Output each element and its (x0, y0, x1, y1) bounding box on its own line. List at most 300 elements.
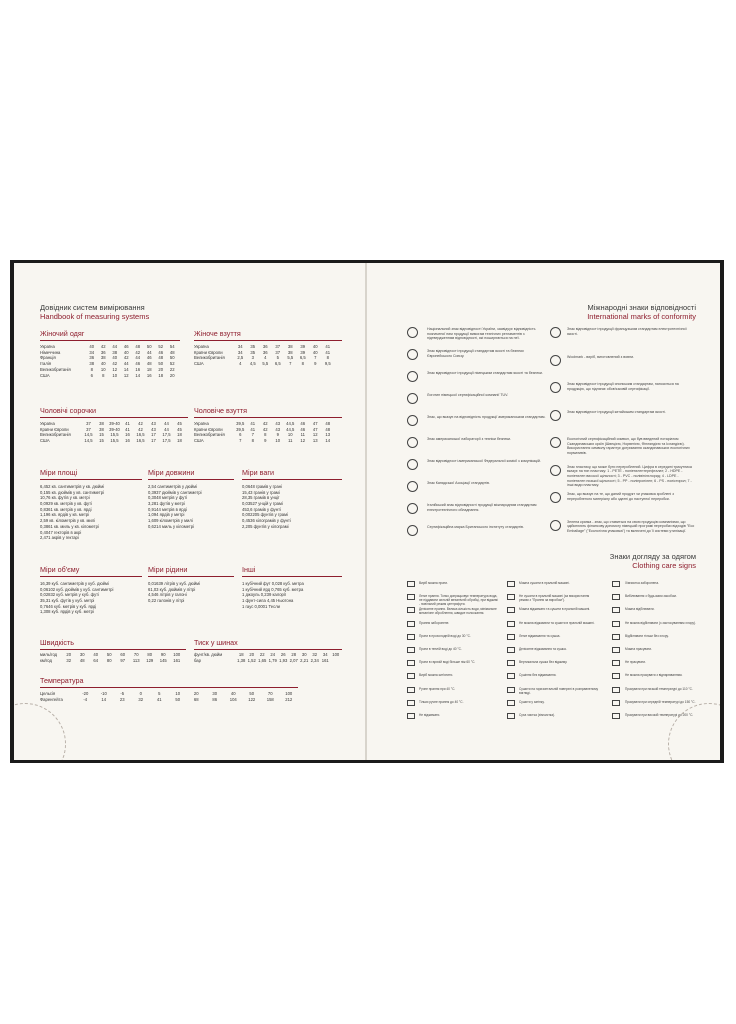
table-cell: 18 (238, 652, 244, 657)
care-description: Делікатне прання. Велика кількість води, мінімальне механічне оброблення, швидке полоскання. (419, 607, 497, 616)
care-description: Не можна віджимати та сушити в пральній машині. (519, 620, 595, 625)
care-description: Делікатне віджимання та сушка. (519, 647, 567, 651)
table-cell: 37 (275, 344, 281, 349)
table-cell: 39-40 (109, 421, 120, 426)
care-symbol-icon (612, 594, 620, 600)
row-label: США (194, 438, 204, 444)
table-cell: 20 (66, 652, 72, 657)
table-cell: 8 (102, 372, 105, 378)
mark-description: Знак, що вказує на відповідність продукції американським стандартам. (427, 415, 546, 419)
table-cell: 42 (112, 361, 118, 367)
care-symbol-icon (407, 621, 415, 627)
row-label: Цельсія (40, 691, 56, 696)
list-item: 1 кубічний ярд 0,765 куб. метра (242, 586, 304, 592)
table-cell: 70 (133, 652, 139, 657)
row-label: Україна (40, 421, 55, 426)
table-cell: 15 (99, 438, 104, 444)
care-description: Можна відбілювати. (625, 607, 655, 612)
pressure-title: Тиск у шинах (194, 638, 238, 647)
table-cell: 36 (262, 349, 268, 355)
table-cell: 50 (175, 696, 181, 702)
care-symbol-icon (612, 634, 620, 640)
table-cell: 8 (326, 355, 329, 361)
care-description: Не можна прасувати з відпарюванням. (625, 673, 683, 678)
table-cell: 15,5 (110, 438, 119, 444)
open-notebook (10, 260, 724, 763)
care-description: Прати в теплій воді до 40 °C. (419, 647, 462, 651)
weight-list (242, 484, 291, 530)
table-cell: 17 (151, 438, 156, 444)
table-cell: 14 (135, 372, 141, 378)
table-cell: 36 (100, 349, 106, 355)
table-cell: 32 (312, 652, 318, 657)
table-cell: 6,5 (274, 361, 281, 367)
mark-description: Екологічний сертифікаційний символ, що був введений нотаріатом Скандинавських країн (Швецією, Норвегією, Фінляндією та Ісландією). Використання символу гарантує дотримання скандинавських екологічних нормативів. (567, 437, 690, 456)
ccc-mark-icon (550, 410, 561, 421)
care-symbol-icon (507, 673, 515, 679)
row-label: Великобританія (40, 432, 71, 438)
row-label: Великобританія (194, 355, 225, 361)
table-row (194, 438, 334, 444)
list-item: 0,03527 унцій у грамі (242, 501, 283, 507)
table-cell: 37 (86, 421, 91, 426)
table-cell: 38 (99, 426, 104, 432)
mobius-loop-icon (550, 492, 561, 503)
table-cell: 100 (285, 691, 293, 696)
table-cell: 34 (322, 652, 328, 657)
table-cell: 1,93 (279, 657, 288, 663)
table-cell: 8 (301, 361, 304, 367)
volume-list (40, 581, 113, 615)
table-cell: 24 (270, 652, 276, 657)
mark-description: Національний знак відповідності України, засвідчує відповідність позначеної ним продукції вимогам технічних регламентів з підтвердженням відповідності, які поширюються на неї. (427, 327, 536, 341)
table-cell: 14 (101, 696, 107, 702)
care-symbol-icon (407, 713, 415, 719)
table-cell: 48 (135, 344, 141, 349)
table-cell: 42 (123, 355, 129, 361)
table-cell: 6 (239, 432, 242, 438)
table-cell: 12 (312, 432, 318, 438)
ua-mark-icon (407, 327, 418, 338)
table-row (194, 658, 341, 664)
table-cell: -5 (120, 691, 125, 696)
list-item: 0,4536 кілограмів у фунті (242, 518, 291, 524)
mark-description: Знак відповідності продукції китайським стандартам якості. (567, 409, 666, 414)
care-symbol-icon (612, 647, 620, 653)
list-item: 1,308 куб. ярдів у куб. метрі (40, 609, 94, 615)
table-cell: 86 (212, 696, 218, 702)
care-description: Тільки ручне прання до 40 °C. (419, 699, 464, 704)
table-cell: 60 (120, 652, 126, 657)
care-symbol-icon (407, 687, 415, 693)
table-cell: 41 (125, 426, 130, 432)
left-title-ua: Довідник систем вимірювання (40, 303, 145, 312)
row-label: миль/год (40, 652, 58, 657)
mark-description: Знак відповідності продукції японським стандартам, наноситься на продукцію, що підлягає обов'язковій сертифікації. (567, 382, 679, 391)
table-cell: 30 (79, 652, 85, 657)
table-cell: 100 (173, 652, 181, 657)
table-row (194, 361, 334, 367)
table-cell: 2,07 (289, 657, 298, 663)
table-cell: 39-40 (109, 426, 120, 432)
table-cell: 30 (301, 652, 307, 657)
right-title-en: International marks of conformity (587, 312, 696, 321)
row-label: США (40, 438, 50, 444)
table-cell: 9 (264, 438, 267, 444)
table-cell: 14 (123, 366, 129, 372)
table-cell: 70 (267, 691, 273, 696)
care-description: Прати в гарячій воді більше ніж 60 °C. (419, 660, 476, 665)
table-cell: 12 (300, 438, 306, 444)
table-cell: 40 (93, 652, 99, 657)
table-cell: 39,5 (236, 426, 245, 432)
table-cell: 9,5 (324, 361, 331, 367)
care-symbol-icon (507, 713, 515, 719)
table-cell: 38 (287, 344, 293, 349)
table-cell: 42 (262, 421, 268, 426)
table-row (40, 697, 298, 703)
row-label: Великобританія (194, 432, 225, 438)
table-cell: 5,5 (287, 355, 294, 361)
table-cell: 44 (112, 344, 118, 349)
care-symbol-icon (507, 647, 515, 653)
table-cell: 4 (264, 355, 267, 361)
womens-clothing-table (40, 344, 178, 378)
list-item: 0,0929 кв. метрів у кв. футі (40, 501, 92, 507)
table-cell: 34 (237, 349, 243, 355)
table-cell: 161 (173, 657, 181, 663)
speed-title: Швидкість (40, 638, 74, 647)
list-item: 6,452 кв. сантиметрів у кв. дюймі (40, 484, 105, 489)
table-cell: 46 (146, 355, 152, 361)
table-cell: 37 (275, 349, 281, 355)
table-cell: 47 (312, 426, 318, 432)
row-label: Україна (40, 344, 55, 349)
care-description: Сушіння без віджимання. (519, 673, 557, 678)
tuv-mark-icon (407, 393, 418, 404)
table-cell: 68 (193, 696, 199, 702)
care-symbol-icon (507, 687, 515, 693)
table-cell: 0 (139, 691, 142, 696)
area-title: Міри площі (40, 468, 78, 477)
table-cell: 50 (146, 344, 152, 349)
row-label: Країни Європи (40, 426, 69, 432)
list-item: 0,3048 метрів у футі (148, 495, 188, 501)
care-symbol-icon (407, 673, 415, 679)
table-cell: 42 (138, 426, 143, 432)
table-cell: 26 (280, 652, 286, 657)
table-cell: 36 (89, 355, 95, 361)
table-cell: 15,5 (110, 432, 119, 438)
table-cell: 50 (249, 691, 255, 696)
table-cell: 32 (138, 696, 144, 702)
row-label: Країни Європи (194, 426, 223, 432)
care-symbol-icon (612, 713, 620, 719)
volume-title: Міри об'єму (40, 565, 80, 574)
liquid-list (148, 581, 200, 604)
womens-clothing-title: Жіночий одяг (40, 329, 85, 338)
list-item: 0,155 кв. дюймів у кв. сантиметрі (40, 489, 105, 495)
table-cell: 40 (112, 355, 118, 361)
table-cell: 43 (151, 421, 156, 426)
care-symbol-icon (612, 581, 620, 587)
table-cell: 13 (325, 432, 331, 438)
womens-shoes-title: Жіноче взуття (194, 329, 241, 338)
table-cell: 50 (106, 652, 112, 657)
imq-mark-icon (407, 503, 418, 514)
table-cell: 1,65 (258, 657, 267, 663)
row-label: км/год (40, 657, 52, 663)
corner-guide (14, 703, 66, 760)
table-cell: 18 (177, 432, 182, 438)
table-cell: 43 (275, 426, 281, 432)
care-symbol-icon (407, 634, 415, 640)
list-item: 0,4047 гекторів в акрі (40, 529, 82, 535)
table-cell: 42 (262, 426, 268, 432)
table-cell: 48 (158, 355, 164, 361)
table-cell: 46 (135, 361, 141, 367)
table-cell: 46 (158, 349, 164, 355)
care-symbol-icon (407, 647, 415, 653)
right-title-ua: Міжнародні знаки відповідності (587, 303, 696, 312)
table-cell: 17,5 (162, 438, 171, 444)
table-cell: 18 (177, 438, 182, 444)
list-item: 0,22 галонів у літрі (148, 598, 185, 604)
table-cell: 44 (135, 355, 141, 361)
table-cell: 38 (89, 361, 95, 367)
table-cell: 50 (169, 355, 175, 361)
right-title (587, 303, 696, 321)
nf-mark-icon (550, 327, 561, 338)
table-cell: 30 (212, 691, 218, 696)
woolmark-icon (550, 355, 561, 366)
row-label: Франція (40, 355, 56, 361)
table-cell: 42 (135, 349, 141, 355)
care-symbol-icon (507, 607, 515, 613)
care-description: Хімчистка заборонена. (625, 581, 659, 585)
table-cell: 17,5 (162, 432, 171, 438)
table-cell: 42 (138, 421, 143, 426)
table-cell: 47 (312, 421, 318, 426)
table-cell: 40 (123, 349, 129, 355)
care-description: Вибілювання з будь-яким засобом. (625, 594, 677, 599)
table-cell: 38 (100, 355, 106, 361)
care-symbol-icon (507, 660, 515, 666)
row-label: Великобританія (40, 366, 71, 372)
gs-mark-icon (407, 371, 418, 382)
table-cell: 15 (99, 432, 104, 438)
list-item: 3,281 футів у метрі (148, 501, 185, 507)
liquid-title: Міри рідини (148, 565, 188, 574)
table-cell: 16,5 (136, 432, 145, 438)
row-label: Україна (194, 344, 209, 349)
list-item: 1 гаус 0,0001 Тесли (242, 603, 281, 609)
care-description: Не можна відбілювати (з застосуванням хлору). (625, 620, 696, 625)
table-cell: 46 (300, 426, 306, 432)
table-cell: 44,5 (286, 426, 295, 432)
corner-guide-right (668, 703, 720, 760)
list-item: 0,002205 фунтів у грамі (242, 512, 288, 518)
care-description: Прасувати при високій температурі до 200 °C. (625, 713, 694, 717)
mark-description: Знак пластику, що може бути перероблений. Цифра в середині трикутника вказує на тип пластику: 1 - PETE - поліетилентерефталат; 2 - HDPE - поліетилен високої щільності; 3 - PVC - полівінілхлорид; 4 - LDPE - поліетилен низької щільності; 5 - PP - поліпропілен; 6 - PS - полістирол; 7 - інші види пластику. (567, 464, 692, 488)
table-cell: 39,5 (236, 421, 245, 426)
care-symbol-icon (612, 673, 620, 679)
care-description: Не сушити в пральній машині (за використання режим з "Прання за виробом"). (519, 594, 590, 603)
table-cell: 8 (251, 438, 254, 444)
list-item: 2,471 акрів у гектарі (40, 535, 79, 541)
table-cell: 104 (229, 696, 237, 702)
left-title (40, 303, 149, 321)
table-cell: 22 (259, 652, 265, 657)
right-page (367, 263, 720, 760)
table-cell: 5 (158, 691, 161, 696)
table-cell: 145 (159, 657, 167, 663)
table-cell: 2,21 (300, 657, 309, 663)
length-list (148, 484, 202, 530)
care-description: Відбілювати тільки без хлору. (625, 633, 669, 638)
list-item: 1 джоуль 0,239 калорії (242, 592, 286, 598)
table-cell: 13 (312, 438, 318, 444)
table-cell: 52 (169, 361, 175, 367)
temperature-title: Температура (40, 676, 84, 685)
row-label: США (194, 361, 204, 367)
mark-description: Знак відповідності продукції німецьким стандартам якості та безпеки. (427, 371, 543, 375)
table-cell: 10 (287, 432, 293, 438)
speed-table (40, 652, 184, 663)
mens-shoes-table (194, 421, 334, 444)
list-item: 1,094 ярдів у метрі (148, 512, 185, 518)
table-cell: 113 (132, 657, 140, 663)
table-cell: 45 (177, 426, 182, 432)
table-cell: 44 (146, 349, 152, 355)
table-cell: 7 (289, 361, 292, 367)
table-cell: 158 (266, 696, 274, 702)
row-label: Німеччина (40, 349, 61, 355)
table-cell: 40 (312, 344, 318, 349)
table-cell: 5,5 (262, 361, 269, 367)
care-description: Прання заборонене. (419, 620, 450, 625)
list-item: 453,6 грамів у фунті (242, 506, 281, 512)
table-cell: 38 (112, 349, 118, 355)
table-cell: 48 (146, 361, 152, 367)
row-label: фунт/кв. дюйм (194, 652, 223, 657)
ul-mark-icon (407, 415, 418, 426)
table-cell: 44,5 (286, 421, 295, 426)
care-symbol-icon (407, 581, 415, 587)
list-item: 0,02832 куб. метрів у куб. футі (40, 592, 100, 598)
table-cell: 38 (99, 421, 104, 426)
mens-shirts-table (40, 421, 186, 444)
care-title-ua: Знаки догляду за одягом (609, 552, 696, 561)
care-description: Ручне прання при 40 °C. (419, 686, 456, 691)
table-cell: 36 (262, 344, 268, 349)
list-item: 1 фунт-сила 4,45 Ньютона (242, 598, 294, 604)
table-cell: 44 (164, 421, 169, 426)
care-description: Вертикальна сушка без віджиму. (519, 660, 568, 665)
list-item: 0,8361 кв. метрів у кв. ярді (40, 506, 92, 512)
table-cell: 100 (332, 652, 340, 657)
table-cell: 11 (300, 432, 305, 438)
table-cell: 14,5 (84, 432, 93, 438)
pressure-table (194, 652, 341, 663)
list-item: 0,01639 літрів у куб. дюймі (148, 581, 200, 586)
list-item: 4,546 літрів у галоні (148, 592, 187, 598)
care-symbol-icon (507, 581, 515, 587)
table-cell: 6,5 (299, 355, 306, 361)
table-cell: 40 (312, 349, 318, 355)
care-symbol-icon (407, 700, 415, 706)
table-cell: 18 (146, 366, 152, 372)
list-item: 1,609 кілометрів у милі (148, 518, 193, 524)
mark-description: Знак американської лабораторії з техніки безпеки. (427, 437, 512, 441)
table-cell: 90 (160, 652, 166, 657)
table-cell: 2,5 (237, 355, 244, 361)
green-dot-icon (550, 520, 561, 531)
list-item: 1,196 кв. ярдів у кв. метрі (40, 512, 90, 518)
swan-mark-icon (550, 437, 561, 448)
table-cell: 48 (325, 426, 331, 432)
table-cell: 41 (325, 349, 331, 355)
list-item: 1 кубічний фут 0,028 куб. метра (242, 581, 304, 586)
table-cell: 22 (169, 366, 175, 372)
care-description: Сушити у затінку. (519, 699, 545, 704)
table-cell: 48 (325, 421, 331, 426)
care-description: Можна віджимати та сушити в пральній машині. (519, 607, 591, 612)
care-description: Суха чистка (хімчистка). (519, 713, 555, 717)
list-item: 61,03 куб. дюймів у літрі (148, 586, 196, 592)
table-cell: 212 (285, 696, 293, 702)
table-cell: 7 (239, 438, 242, 444)
list-item: 0,06102 куб. дюймів у куб. сантиметрі (40, 586, 114, 592)
table-cell: 50 (158, 361, 164, 367)
mark-description: Знак відповідності продукції французьким стандартам електротехнічної якості. (567, 327, 687, 336)
table-cell: 64 (93, 657, 99, 663)
care-symbol-icon (612, 687, 620, 693)
table-cell: 32 (66, 657, 72, 663)
bsi-mark-icon (407, 525, 418, 536)
table-cell: 38 (287, 349, 293, 355)
table-cell: 3 (251, 355, 254, 361)
mark-description: Знак відповідності продукції стандартам якості та безпеки Європейського Союзу. (427, 349, 524, 358)
table-cell: 43 (151, 426, 156, 432)
table-cell: 7 (251, 432, 254, 438)
table-cell: -10 (100, 691, 107, 696)
table-cell: -20 (82, 691, 89, 696)
table-cell: 17 (151, 432, 156, 438)
table-cell: 48 (79, 657, 85, 663)
temperature-table (40, 691, 298, 702)
care-description: Можна сушити в пральній машині. (519, 581, 570, 585)
list-item: 0,0648 грамів у грані (242, 484, 283, 489)
list-item: 0,3937 дюймів у сантиметрі (148, 489, 202, 495)
table-cell: 54 (169, 344, 175, 349)
length-title: Міри довжини (148, 468, 195, 477)
row-label: Фаренгейта (40, 696, 63, 702)
table-cell: 4 (239, 361, 242, 367)
other-title: Інші (242, 565, 256, 574)
table-cell: 10 (275, 438, 281, 444)
table-cell: 5 (276, 355, 279, 361)
other-list (242, 581, 304, 609)
list-item: 28,35 грамів в унції (242, 495, 280, 501)
care-description: Легке віджимання та сушка. (519, 633, 561, 638)
table-cell: 80 (106, 657, 112, 663)
mark-description: Знак відповідності американської Федеральної комісії з комунікацій. (427, 459, 541, 463)
care-description: Виріб можна кип'ятити. (419, 673, 454, 678)
list-item: 0,7646 куб. метрів у куб. ярді (40, 603, 97, 609)
table-cell: 1,79 (268, 657, 277, 663)
table-row (40, 438, 186, 444)
